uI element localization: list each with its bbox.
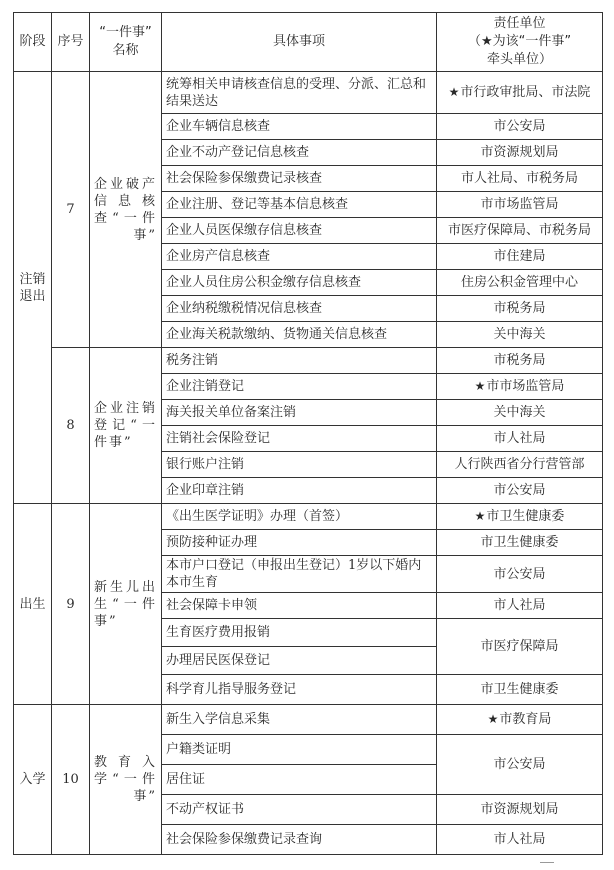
lead-star-icon: ★ [474,379,486,393]
thing-name-cell: 企业破产信息核查“一件事” [90,72,162,348]
item-cell: 不动产权证书 [162,795,437,825]
item-cell: 企业不动产登记信息核查 [162,140,437,166]
unit-cell: 关中海关 [437,400,603,426]
number-cell: 9 [52,504,90,705]
item-cell: 统筹相关申请核查信息的受理、分派、汇总和结果送达 [162,72,437,114]
item-cell: 税务注销 [162,348,437,374]
page-number-mark [540,862,554,866]
table-row [14,705,603,735]
stage-cell: 注销退出 [14,72,52,504]
number-cell: 8 [52,348,90,504]
thing-name-cell: 新生儿出生“一件事” [90,504,162,705]
item-cell: 预防接种证办理 [162,530,437,556]
number-cell: 10 [52,705,90,855]
number-cell: 7 [52,72,90,348]
unit-cell: 市公安局 [437,478,603,504]
item-cell: 本市户口登记（申报出生登记）1岁以下婚内本市生育 [162,556,437,593]
lead-star-icon: ★ [474,509,486,523]
item-cell: 户籍类证明 [162,735,437,765]
unit-cell: 市税务局 [437,296,603,322]
one-thing-responsibility-table [13,12,603,855]
header-stage: 阶段 [14,13,52,72]
item-cell: 企业注册、登记等基本信息核查 [162,192,437,218]
item-cell: 注销社会保险登记 [162,426,437,452]
unit-cell: 市医疗保障局、市税务局 [437,218,603,244]
item-cell: 银行账户注销 [162,452,437,478]
unit-cell: 市公安局 [437,556,603,593]
stage-cell: 入学 [14,705,52,855]
unit-cell: 市人社局、市税务局 [437,166,603,192]
item-cell: 企业车辆信息核查 [162,114,437,140]
header-no: 序号 [52,13,90,72]
unit-cell: 市税务局 [437,348,603,374]
unit-cell: ★市卫生健康委 [437,504,603,530]
unit-cell: 市人社局 [437,593,603,619]
lead-star-icon: ★ [487,712,499,726]
unit-cell: 市资源规划局 [437,795,603,825]
header-name: “一件事” 名称 [90,13,162,72]
unit-cell: 市资源规划局 [437,140,603,166]
header-item: 具体事项 [162,13,437,72]
unit-cell: 市住建局 [437,244,603,270]
item-cell: 生育医疗费用报销 [162,619,437,647]
thing-name-cell: 企业注销登记“一件事” [90,348,162,504]
table-row [14,348,603,374]
item-cell: 《出生医学证明》办理（首签） [162,504,437,530]
unit-cell: 市人社局 [437,825,603,855]
header-row [14,13,603,72]
item-cell: 社会保险参保缴费记录查询 [162,825,437,855]
item-cell: 海关报关单位备案注销 [162,400,437,426]
header-unit: 责任单位 （★为该“一件事” 牵头单位） [437,13,603,72]
item-cell: 企业注销登记 [162,374,437,400]
table-row [14,72,603,114]
item-cell: 科学育儿指导服务登记 [162,675,437,705]
unit-cell: 市公安局 [437,735,603,795]
unit-cell: 市市场监管局 [437,192,603,218]
unit-cell: 住房公积金管理中心 [437,270,603,296]
unit-cell: ★市教育局 [437,705,603,735]
item-cell: 企业人员住房公积金缴存信息核查 [162,270,437,296]
unit-cell: 市医疗保障局 [437,619,603,675]
item-cell: 办理居民医保登记 [162,647,437,675]
item-cell: 企业纳税缴税情况信息核查 [162,296,437,322]
stage-cell: 出生 [14,504,52,705]
unit-cell: 人行陕西省分行营管部 [437,452,603,478]
item-cell: 企业房产信息核查 [162,244,437,270]
item-cell: 社会保障卡申领 [162,593,437,619]
unit-cell: 市卫生健康委 [437,675,603,705]
item-cell: 居住证 [162,765,437,795]
item-cell: 企业海关税款缴纳、货物通关信息核查 [162,322,437,348]
table-row [14,504,603,530]
unit-cell: 关中海关 [437,322,603,348]
unit-cell: ★市市场监管局 [437,374,603,400]
item-cell: 社会保险参保缴费记录核查 [162,166,437,192]
lead-star-icon: ★ [448,85,460,99]
thing-name-cell: 教育入学“一件事” [90,705,162,855]
item-cell: 新生入学信息采集 [162,705,437,735]
unit-cell: 市公安局 [437,114,603,140]
item-cell: 企业人员医保缴存信息核查 [162,218,437,244]
unit-cell: ★市行政审批局、市法院 [437,72,603,114]
unit-cell: 市卫生健康委 [437,530,603,556]
item-cell: 企业印章注销 [162,478,437,504]
unit-cell: 市人社局 [437,426,603,452]
